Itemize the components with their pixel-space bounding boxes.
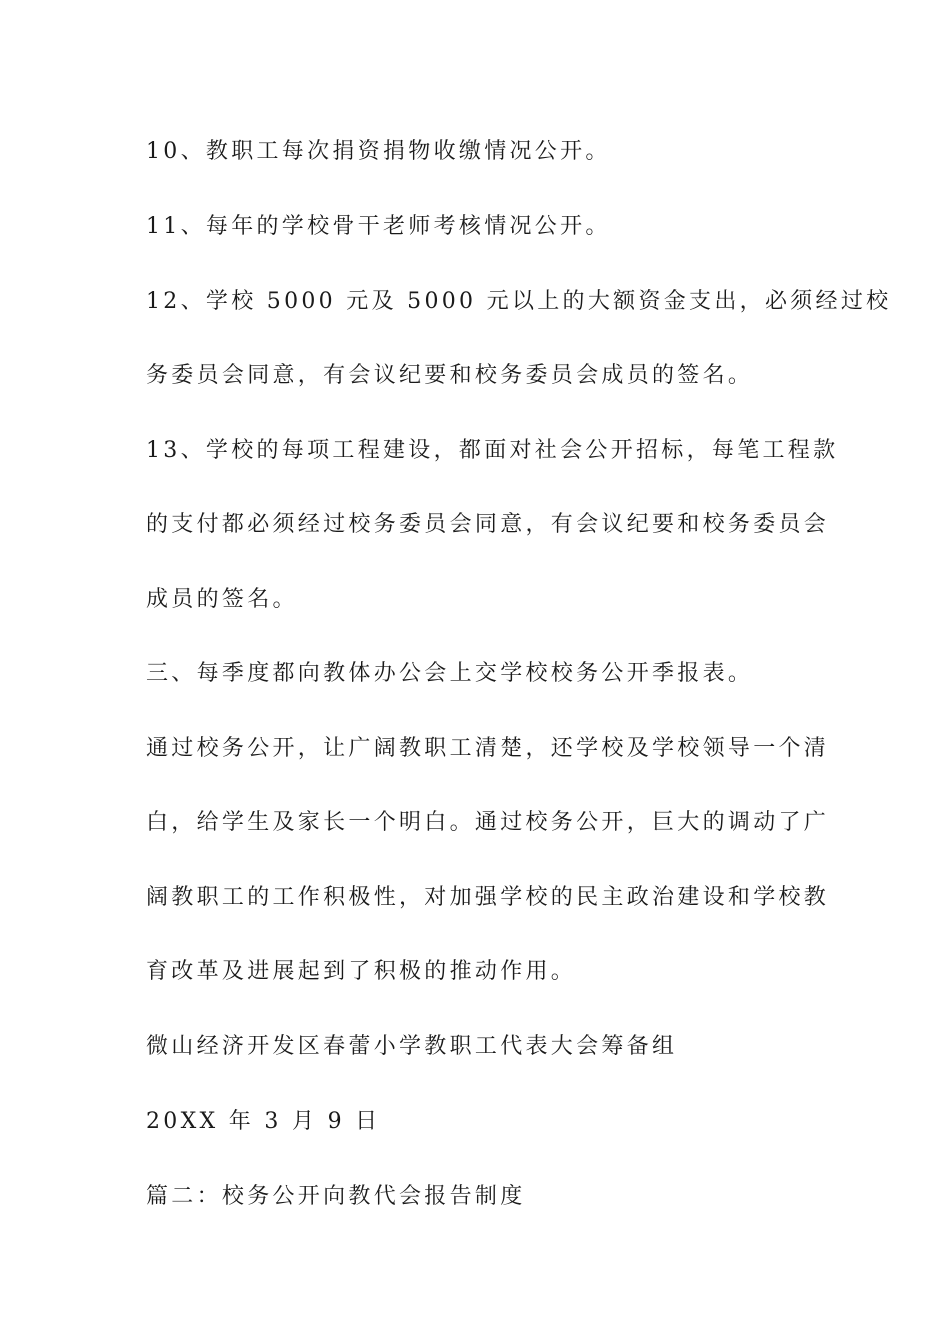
text-line-item-11: 11、每年的学校骨干老师考核情况公开。 (146, 214, 611, 239)
text-line-item-13-part2: 的支付都必须经过校务委员会同意，有会议纪要和校务委员会 (146, 512, 830, 537)
text-line-summary-4: 育改革及进展起到了积极的推动作用。 (146, 959, 577, 984)
text-line-summary-3: 阔教职工的工作积极性，对加强学校的民主政治建设和学校教 (146, 885, 830, 910)
section-heading-part-two: 篇二：校务公开向教代会报告制度 (146, 1184, 526, 1209)
text-line-item-13-part1: 13、学校的每项工程建设，都面对社会公开招标，每笔工程款 (146, 438, 839, 463)
text-line-summary-1: 通过校务公开，让广阔教职工清楚，还学校及学校领导一个清 (146, 736, 830, 761)
signature-date: 20XX 年 3 月 9 日 (146, 1109, 381, 1134)
text-line-item-13-part3: 成员的签名。 (146, 587, 298, 612)
text-line-section-three: 三、每季度都向教体办公会上交学校校务公开季报表。 (146, 661, 754, 686)
signature-organization: 微山经济开发区春蕾小学教职工代表大会筹备组 (146, 1034, 678, 1059)
text-line-summary-2: 白，给学生及家长一个明白。通过校务公开，巨大的调动了广 (146, 810, 830, 835)
text-line-item-12-part2: 务委员会同意，有会议纪要和校务委员会成员的签名。 (146, 363, 754, 388)
text-line-item-10: 10、教职工每次捐资捐物收缴情况公开。 (146, 139, 611, 164)
text-line-item-12-part1: 12、学校 5000 元及 5000 元以上的大额资金支出，必须经过校 (146, 289, 892, 314)
